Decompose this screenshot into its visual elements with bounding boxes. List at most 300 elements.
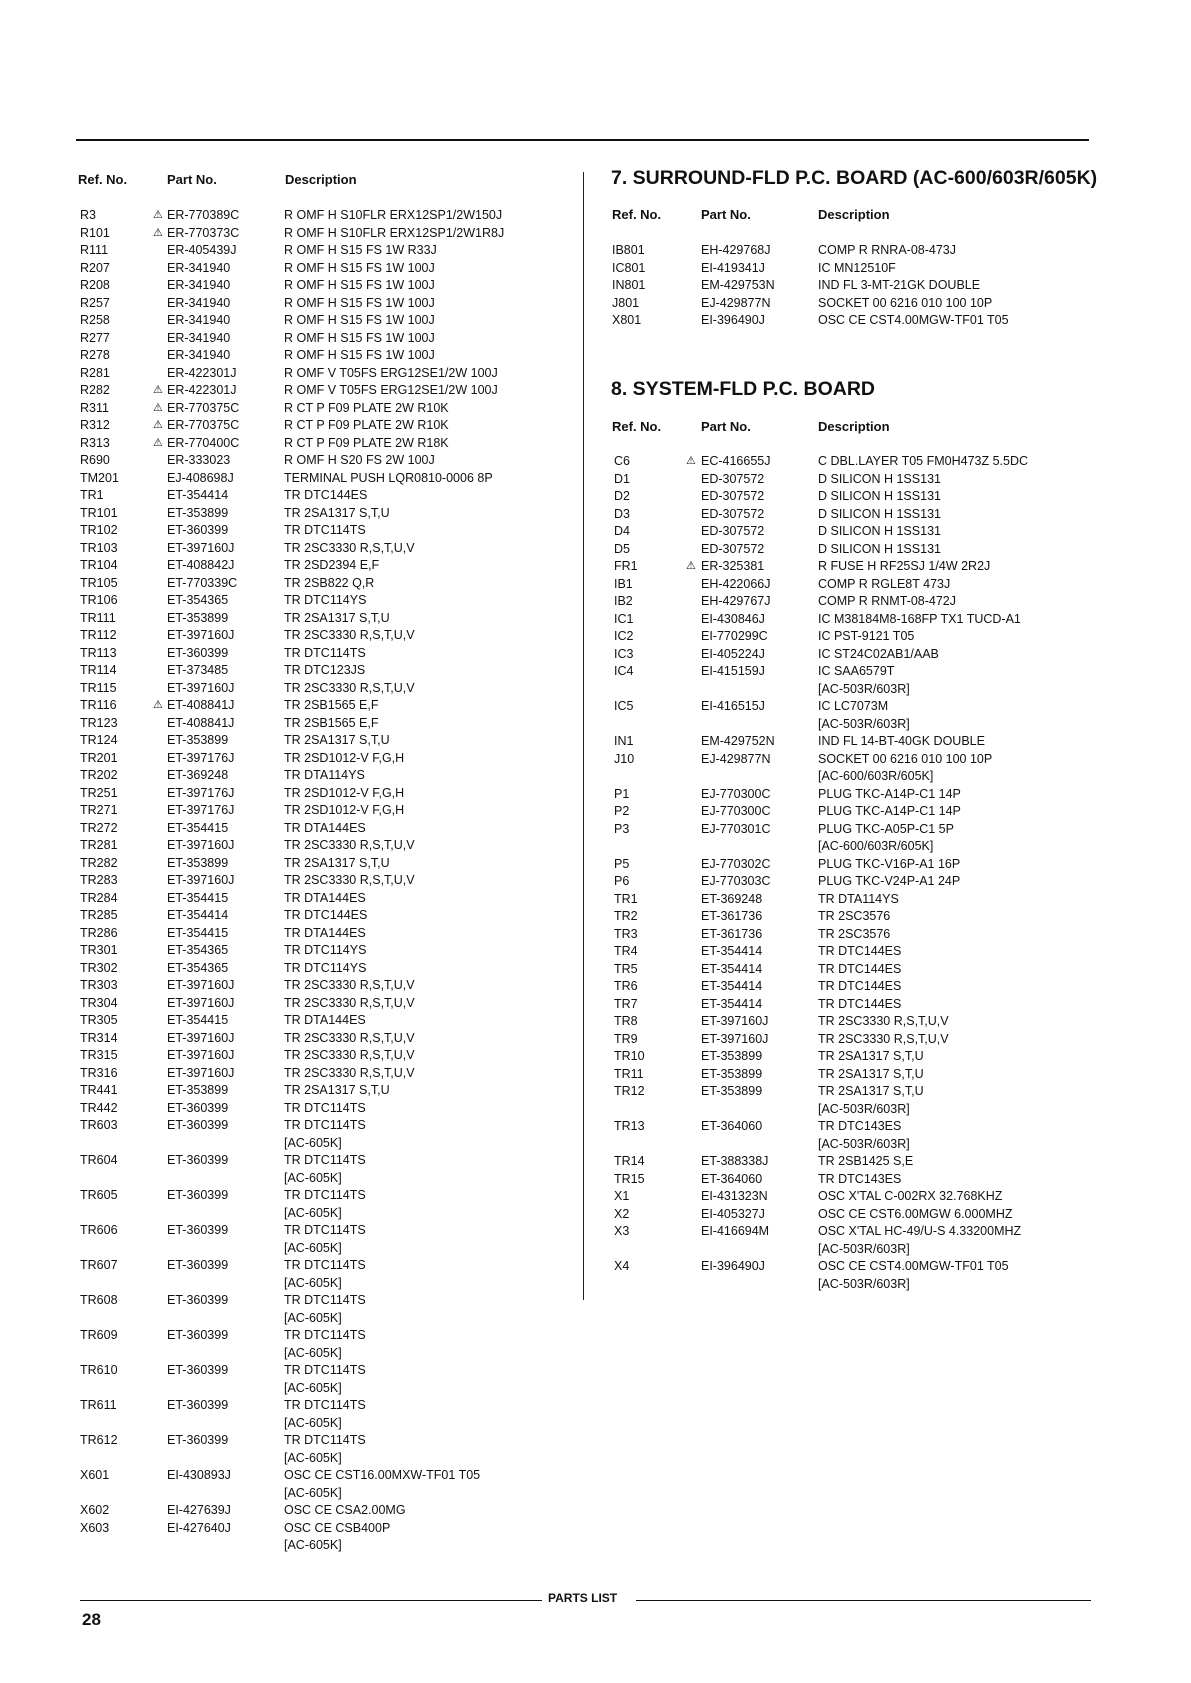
part-no: ET-353899 [167, 1083, 229, 1097]
part-no: ET-408841J [167, 698, 235, 712]
description: R OMF H S15 FS 1W 100J [284, 278, 435, 292]
description: TERMINAL PUSH LQR0810-0006 8P [284, 470, 493, 485]
description: [AC-605K] [284, 1415, 342, 1430]
description: [AC-605K] [284, 1170, 342, 1185]
table-row-note [0, 681, 1191, 699]
ref-no: TR441 [80, 1083, 118, 1097]
part-no: EI-415159J [701, 664, 765, 678]
description: TR DTC114TS [284, 1100, 366, 1115]
ref-no: TR271 [80, 803, 118, 817]
description: TR DTC143ES [818, 1171, 902, 1186]
description: TR 2SC3330 R,S,T,U,V [284, 1048, 415, 1062]
part-no: ET-360399 [167, 1433, 229, 1447]
ref-no: D1 [614, 471, 630, 486]
part-no: ER-341940 [167, 330, 231, 345]
ref-no: TR302 [80, 960, 118, 975]
ref-no: TR105 [80, 575, 118, 590]
part-no: ET-388338J [701, 1154, 769, 1168]
table-row [0, 365, 583, 383]
section-7-table [0, 242, 1191, 330]
table-row [0, 1397, 583, 1415]
part-no: ET-360399 [167, 1118, 229, 1132]
description: [AC-600/603R/605K] [818, 839, 934, 853]
description: IC M38184M8-168FP TX1 TUCD-A1 [818, 611, 1021, 626]
ref-no: TR283 [80, 873, 118, 887]
table-row [0, 663, 1191, 681]
description: COMP R RGLE8T 473J [818, 576, 951, 591]
table-row [0, 943, 1191, 961]
description: TR 2SA1317 S,T,U [284, 855, 390, 870]
part-no: ED-307572 [701, 506, 765, 521]
part-no: ET-364060 [701, 1119, 763, 1133]
section-8-table [0, 453, 1191, 1293]
table-row [0, 1118, 1191, 1136]
description: TR DTA144ES [284, 925, 366, 940]
ref-no: D3 [614, 506, 630, 521]
description: [AC-605K] [284, 1310, 342, 1325]
ref-no: IN801 [612, 278, 646, 292]
ref-no: TR3 [614, 926, 638, 941]
part-no: ET-353899 [701, 1084, 763, 1098]
part-no: ET-361736 [701, 909, 763, 923]
part-no: ET-397160J [167, 838, 235, 852]
ref-no: TR608 [80, 1293, 118, 1307]
ref-no: TR281 [80, 838, 118, 852]
ref-no: TR10 [614, 1049, 645, 1063]
part-no: ET-354415 [167, 1013, 229, 1027]
description: R CT P F09 PLATE 2W R18K [284, 435, 449, 450]
table-row [0, 593, 1191, 611]
table-row [0, 1066, 1191, 1084]
ref-no: R208 [80, 278, 110, 292]
s8-header-desc: Description [818, 419, 890, 434]
ref-no: TR104 [80, 558, 118, 572]
part-no: ET-354415 [167, 925, 229, 940]
part-no: ET-360399 [167, 1328, 229, 1342]
description: [AC-605K] [284, 1345, 342, 1360]
table-row [0, 628, 1191, 646]
ref-no: IC5 [614, 699, 634, 713]
ref-no: TR9 [614, 1031, 638, 1046]
description: TR 2SA1317 S,T,U [284, 610, 390, 625]
description: D SILICON H 1SS131 [818, 471, 941, 486]
left-header-part: Part No. [167, 172, 217, 187]
description: R OMF H S20 FS 2W 100J [284, 453, 435, 467]
description: TR DTC123JS [284, 663, 366, 677]
table-row [0, 961, 1191, 979]
table-row [0, 417, 583, 435]
ref-no: TR115 [80, 680, 117, 695]
description: TR DTA144ES [284, 820, 366, 835]
description: TR 2SA1317 S,T,U [284, 733, 390, 747]
ref-no: R257 [80, 295, 110, 310]
ref-no: TR272 [80, 820, 118, 835]
ref-no: IB801 [612, 243, 645, 257]
description: [AC-605K] [284, 1485, 342, 1500]
part-no: ET-354365 [167, 593, 229, 607]
warning-triangle-icon: ⚠ [686, 455, 696, 467]
part-no: ET-364060 [701, 1171, 763, 1186]
ref-no: TR303 [80, 978, 118, 992]
description: TR 2SB1425 S,E [818, 1154, 914, 1168]
ref-no: TM201 [80, 470, 119, 485]
description: TR 2SD1012-V F,G,H [284, 803, 405, 817]
description: R CT P F09 PLATE 2W R10K [284, 418, 449, 432]
s7-header-part: Part No. [701, 207, 751, 222]
description: [AC-503R/603R] [818, 681, 910, 696]
ref-no: FR1 [614, 559, 638, 573]
ref-no: TR201 [80, 750, 118, 765]
part-no: ET-397160J [167, 540, 235, 555]
part-no: ET-408842J [167, 558, 235, 572]
description: TR 2SC3330 R,S,T,U,V [284, 978, 415, 992]
description: R CT P F09 PLATE 2W R10K [284, 400, 449, 415]
ref-no: TR7 [614, 996, 638, 1011]
part-no: ET-354414 [701, 979, 763, 993]
description: TR 2SB1565 E,F [284, 698, 379, 712]
part-no: ET-353899 [167, 610, 229, 625]
description: IC MN12510F [818, 260, 896, 275]
description: TR DTC114YS [284, 943, 367, 957]
table-row [0, 471, 1191, 489]
footer-rule-left [80, 1600, 542, 1601]
ref-no: TR8 [614, 1014, 638, 1028]
table-row [0, 541, 1191, 559]
table-row [0, 1171, 1191, 1189]
left-header-ref: Ref. No. [78, 172, 128, 187]
part-no: ER-341940 [167, 278, 231, 292]
description: TR DTA144ES [284, 890, 366, 905]
description: TR DTC114TS [284, 1433, 366, 1447]
part-no: EI-405327J [701, 1206, 765, 1221]
description: OSC CE CST6.00MGW 6.000MHZ [818, 1206, 1013, 1221]
table-row [0, 1258, 1191, 1276]
part-no: ET-354414 [701, 996, 763, 1011]
description: [AC-605K] [284, 1380, 342, 1395]
part-no: ER-341940 [167, 295, 231, 310]
ref-no: IB2 [614, 594, 633, 608]
part-no: EH-429768J [701, 243, 771, 257]
part-no: ER-341940 [167, 313, 231, 327]
part-no: ER-333023 [167, 453, 231, 467]
s8-header-ref: Ref. No. [612, 419, 662, 434]
part-no: EH-422066J [701, 576, 771, 591]
description: D SILICON H 1SS131 [818, 506, 941, 521]
description: R OMF H S15 FS 1W 100J [284, 313, 435, 327]
ref-no: TR604 [80, 1153, 118, 1167]
ref-no: TR305 [80, 1013, 118, 1027]
description: R OMF H S10FLR ERX12SP1/2W1R8J [284, 225, 505, 240]
ref-no: X602 [80, 1503, 110, 1517]
table-row [0, 1048, 1191, 1066]
part-no: EI-431323N [701, 1189, 768, 1203]
ref-no: D4 [614, 524, 630, 538]
ref-no: TR11 [614, 1066, 644, 1081]
section-7-title: 7. SURROUND-FLD P.C. BOARD (AC-600/603R/605K) [611, 167, 1098, 189]
part-no: ET-397160J [167, 628, 235, 642]
description: TR 2SC3576 [818, 909, 891, 923]
table-row [0, 453, 1191, 471]
description: TR DTC144ES [818, 961, 902, 976]
ref-no: TR605 [80, 1188, 118, 1202]
ref-no: TR315 [80, 1048, 118, 1062]
ref-no: IC3 [614, 646, 634, 661]
description: IND FL 14-BT-40GK DOUBLE [818, 734, 985, 748]
part-no: ET-360399 [167, 1223, 229, 1237]
description: IC ST24C02AB1/AAB [818, 646, 939, 661]
part-no: ET-354415 [167, 890, 229, 905]
description: C DBL.LAYER T05 FM0H473Z 5.5DC [818, 454, 1029, 468]
table-row [0, 908, 1191, 926]
table-row [0, 698, 1191, 716]
ref-no: TR316 [80, 1065, 118, 1080]
part-no: EJ-770300C [701, 786, 771, 801]
part-no: EI-396490J [701, 313, 765, 327]
ref-no: R258 [80, 313, 110, 327]
ref-no: P6 [614, 874, 630, 888]
ref-no: TR114 [80, 663, 117, 677]
description: TR 2SC3330 R,S,T,U,V [284, 1065, 415, 1080]
ref-no: IC4 [614, 664, 634, 678]
page-number: 28 [82, 1610, 101, 1629]
part-no: EH-429767J [701, 594, 771, 608]
ref-no: TR606 [80, 1223, 118, 1237]
s8-header-part: Part No. [701, 419, 751, 434]
table-row [0, 1292, 583, 1310]
description: [AC-503R/603R] [818, 716, 910, 731]
ref-no: TR15 [614, 1171, 645, 1186]
part-no: ET-354414 [701, 944, 763, 958]
ref-no: X603 [80, 1520, 110, 1535]
part-no: ED-307572 [701, 471, 765, 486]
part-no: ER-405439J [167, 243, 237, 257]
part-no: ET-360399 [167, 1188, 229, 1202]
part-no: ED-307572 [701, 489, 765, 503]
description: TR DTC144ES [818, 944, 902, 958]
ref-no: R312 [80, 418, 110, 432]
description: OSC X'TAL C-002RX 32.768KHZ [818, 1189, 1003, 1203]
warning-triangle-icon: ⚠ [153, 401, 163, 414]
ref-no: TR111 [80, 610, 116, 625]
table-row [0, 225, 583, 243]
part-no: ET-397160J [167, 995, 235, 1010]
description: [AC-605K] [284, 1240, 342, 1255]
table-row [0, 611, 1191, 629]
ref-no: TR603 [80, 1118, 118, 1132]
part-no: ER-770400C [167, 435, 240, 450]
description: TR DTA114YS [818, 891, 899, 906]
description: TR DTC114TS [284, 1118, 366, 1132]
description: COMP R RNRA-08-473J [818, 243, 957, 257]
part-no: EI-405224J [701, 646, 765, 661]
table-row [0, 1467, 583, 1485]
warning-triangle-icon: ⚠ [153, 226, 163, 239]
description: TR DTC144ES [284, 908, 368, 922]
description: TR DTC143ES [818, 1119, 902, 1133]
part-no: EM-429752N [701, 734, 775, 748]
part-no: ET-397160J [701, 1014, 769, 1028]
part-no: EI-430893J [167, 1468, 231, 1482]
description: [AC-605K] [284, 1135, 342, 1150]
description: TR 2SC3330 R,S,T,U,V [284, 628, 415, 642]
description: OSC CE CSB400P [284, 1520, 391, 1535]
table-row [0, 576, 1191, 594]
warning-triangle-icon: ⚠ [153, 209, 163, 221]
ref-no: TR314 [80, 1030, 118, 1045]
table-row [0, 996, 1191, 1014]
table-row-note [0, 838, 1191, 856]
ref-no: TR13 [614, 1119, 645, 1133]
table-row [0, 260, 1191, 278]
ref-no: R281 [80, 365, 110, 380]
description: D SILICON H 1SS131 [818, 489, 941, 503]
table-row [0, 435, 583, 453]
table-row [0, 733, 1191, 751]
table-row-note [0, 1241, 1191, 1259]
part-no: ER-770389C [167, 208, 240, 222]
description: TR 2SA1317 S,T,U [818, 1066, 924, 1081]
ref-no: R207 [80, 260, 110, 275]
ref-no: TR124 [80, 733, 118, 747]
description: [AC-503R/603R] [818, 1101, 910, 1116]
description: OSC CE CST16.00MXW-TF01 T05 [284, 1468, 481, 1482]
s7-header-desc: Description [818, 207, 890, 222]
table-row-note [0, 1276, 1191, 1294]
ref-no: P2 [614, 804, 630, 818]
ref-no: D5 [614, 541, 630, 556]
table-row [0, 1083, 1191, 1101]
ref-no: TR6 [614, 979, 638, 993]
warning-triangle-icon: ⚠ [153, 699, 163, 711]
part-no: ER-325381 [701, 559, 765, 573]
part-no: EJ-429877N [701, 751, 771, 766]
description: TR 2SC3330 R,S,T,U,V [284, 680, 415, 695]
ref-no: TR14 [614, 1154, 645, 1168]
part-no: ET-353899 [701, 1049, 763, 1063]
top-rule [76, 139, 1089, 141]
description: PLUG TKC-V16P-A1 16P [818, 856, 961, 871]
ref-no: R282 [80, 383, 110, 397]
ref-no: TR284 [80, 890, 118, 905]
description: TR DTC144ES [818, 996, 902, 1011]
table-row [0, 347, 583, 365]
table-row [0, 1013, 1191, 1031]
part-no: EJ-770301C [701, 821, 771, 836]
part-no: EI-416515J [701, 699, 765, 713]
ref-no: P5 [614, 856, 630, 871]
description: IC LC7073M [818, 699, 889, 713]
table-row-note [0, 1310, 583, 1328]
table-row [0, 558, 1191, 576]
ref-no: TR101 [80, 505, 118, 520]
table-row [0, 1206, 1191, 1224]
table-row [0, 1188, 1191, 1206]
part-no: ET-397160J [701, 1031, 769, 1046]
table-row-note [0, 1101, 1191, 1119]
description: R OMF V T05FS ERG12SE1/2W 100J [284, 383, 498, 397]
table-row [0, 873, 1191, 891]
table-row [0, 400, 583, 418]
part-no: ET-354365 [167, 960, 229, 975]
ref-no: R313 [80, 435, 110, 450]
part-no: EI-427639J [167, 1503, 231, 1517]
description: TR DTC114TS [284, 1398, 366, 1412]
table-row [0, 646, 1191, 664]
description: TR 2SC3330 R,S,T,U,V [818, 1014, 949, 1028]
table-row-note [0, 716, 1191, 734]
part-no: ET-360399 [167, 645, 229, 660]
part-no: ET-360399 [167, 1153, 229, 1167]
description: TR 2SC3330 R,S,T,U,V [284, 1030, 415, 1045]
table-row [0, 295, 1191, 313]
table-row [0, 926, 1191, 944]
description: TR DTC114TS [284, 1153, 366, 1167]
description: TR DTC114TS [284, 1188, 366, 1202]
description: TR DTC114TS [284, 523, 366, 537]
ref-no: TR301 [80, 943, 118, 957]
description: TR 2SD1012-V F,G,H [284, 785, 405, 800]
part-no: ET-397160J [167, 680, 235, 695]
ref-no: IB1 [614, 576, 633, 591]
part-no: ET-361736 [701, 926, 763, 941]
ref-no: TR285 [80, 908, 118, 922]
description: D SILICON H 1SS131 [818, 541, 941, 556]
description: IC SAA6579T [818, 664, 895, 678]
part-no: ET-408841J [167, 715, 235, 730]
ref-no: P3 [614, 821, 630, 836]
part-no: ED-307572 [701, 524, 765, 538]
table-row [0, 891, 1191, 909]
ref-no: TR2 [614, 909, 638, 923]
part-no: ER-770373C [167, 225, 240, 240]
description: TR 2SC3330 R,S,T,U,V [284, 838, 415, 852]
table-row-note [0, 1537, 583, 1555]
description: R OMF H S15 FS 1W 100J [284, 348, 435, 362]
part-no: ER-770375C [167, 400, 240, 415]
part-no: EJ-770300C [701, 804, 771, 818]
part-no: ED-307572 [701, 541, 765, 556]
part-no: ER-341940 [167, 260, 231, 275]
description: IND FL 3-MT-21GK DOUBLE [818, 278, 981, 292]
description: SOCKET 00 6216 010 100 10P [818, 295, 993, 310]
part-no: ET-397160J [167, 978, 235, 992]
ref-no: TR1 [614, 891, 638, 906]
s7-header-ref: Ref. No. [612, 207, 662, 222]
ref-no: X3 [614, 1224, 630, 1238]
table-row [0, 506, 1191, 524]
part-no: ET-360399 [167, 1258, 229, 1272]
table-row [0, 382, 583, 400]
description: PLUG TKC-A14P-C1 14P [818, 804, 961, 818]
description: TR 2SC3330 R,S,T,U,V [284, 873, 415, 887]
ref-no: IN1 [614, 734, 634, 748]
part-no: ET-360399 [167, 1363, 229, 1377]
description: TR DTC144ES [818, 979, 902, 993]
ref-no: TR116 [80, 698, 117, 712]
table-row [0, 856, 1191, 874]
part-no: EI-396490J [701, 1259, 765, 1273]
description: R OMF H S15 FS 1W 100J [284, 330, 435, 345]
part-no: EI-427640J [167, 1520, 231, 1535]
description: R OMF H S10FLR ERX12SP1/2W150J [284, 208, 503, 222]
ref-no: R311 [80, 400, 109, 415]
part-no: ET-353899 [167, 505, 229, 520]
part-no: ET-360399 [167, 1100, 229, 1115]
table-row [0, 1223, 1191, 1241]
table-row-note [0, 768, 1191, 786]
description: TR DTA144ES [284, 1013, 366, 1027]
part-no: ET-369248 [167, 768, 229, 782]
